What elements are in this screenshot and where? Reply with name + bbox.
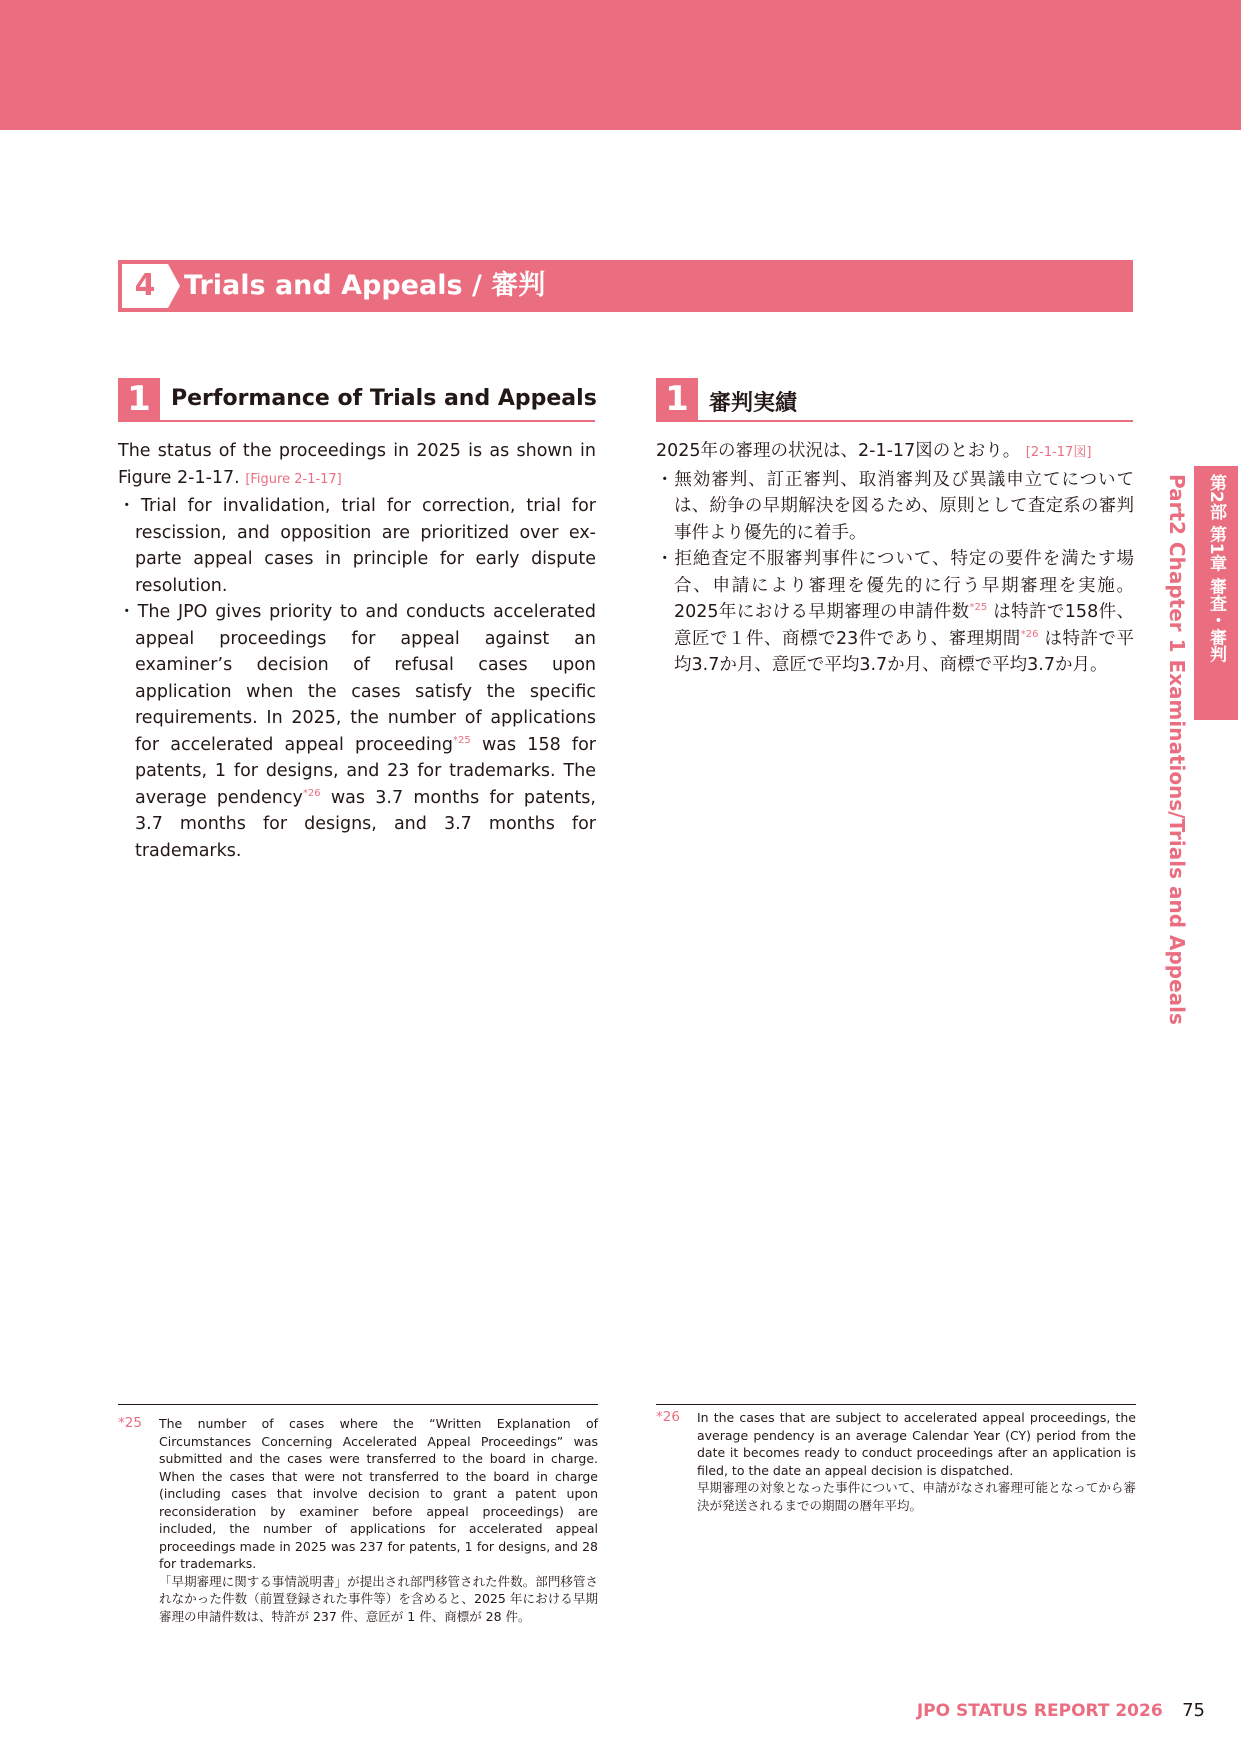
english-bullet-2 xyxy=(118,599,596,864)
english-intro-text: The status of the proceedings in 2025 is as shown in Figure 2-1-17. xyxy=(118,441,596,488)
footer-report-title: JPO STATUS REPORT 2026 xyxy=(916,1701,1163,1721)
japanese-footnote-ref-25: *25 xyxy=(969,602,988,614)
japanese-body xyxy=(656,438,1134,679)
footnote-25-mark: *25 xyxy=(118,1415,142,1431)
japanese-sub-number: 1 xyxy=(656,378,698,420)
top-color-band xyxy=(0,0,1241,130)
english-bullet-2-part-a: ・The JPO gives priority to and conducts accelerated appeal proceedings for appeal against an examiner’s decision of refusal cases upon application when the cases satisfy the specific requirements. In 2025, the number of applications for accelerated appeal proceeding xyxy=(118,602,596,755)
section-title: Trials and Appeals / 審判 xyxy=(184,270,546,301)
japanese-footnote-ref-26: *26 xyxy=(1020,628,1039,640)
english-subheading xyxy=(118,378,595,422)
english-footnote-ref-26: *26 xyxy=(302,787,321,799)
japanese-intro xyxy=(656,438,1134,467)
english-footnote-ref-25: *25 xyxy=(452,734,471,746)
section-header xyxy=(118,260,1133,312)
japanese-bullet-2-part-a: ・拒絶査定不服審判事件について、特定の要件を満たす場合、申請により審理を優先的に行う早期審理を実施。2025年における早期審理の申請件数 xyxy=(656,549,1134,622)
english-sub-number: 1 xyxy=(118,378,160,420)
english-body xyxy=(118,438,596,864)
english-bullet-2-part-b: was 158 for patents, 1 for designs, and 23 for trademarks. The average pendency xyxy=(135,734,596,808)
footnote-26-english: In the cases that are subject to accelerated appeal proceedings, the average pendency is an average Calendar Year (CY) period from the date it becomes ready to conduct proceedings after an application is filed, to the date an appeal decision is dispatched. xyxy=(697,1410,1136,1478)
english-sub-title: Performance of Trials and Appeals xyxy=(171,386,597,411)
japanese-intro-text: 2025年の審理の状況は、2-1-17図のとおり。 xyxy=(656,441,1021,461)
english-bullet-1: ・Trial for invalidation, trial for correction, trial for rescission, and opposition are prioritized over ex-parte appeal cases in principle for early dispute resolution. xyxy=(118,496,596,596)
page-footer xyxy=(917,1700,1205,1721)
side-chapter-english: Part2 Chapter 1 Examinations/Trials and Appeals xyxy=(1165,474,1189,1025)
footnote-25-english: The number of cases where the “Written Explanation of Circumstances Concerning Accelerated Appeal Proceedings” was submitted and the cases were transferred to the board in charge. When the cases that were not transferred to the board in charge (including cases that involve decision to grant a patent upon reconsideration by examiner before appeal proceedings) are included, the number of applications for accelerated appeal proceedings made in 2025 was 237 for patents, 1 for designs, and 28 for trademarks. xyxy=(159,1416,598,1571)
english-figure-ref: [Figure 2-1-17] xyxy=(245,471,342,487)
japanese-bullet-2 xyxy=(656,546,1134,679)
footnote-26 xyxy=(656,1404,1136,1514)
footnote-25 xyxy=(118,1404,598,1625)
japanese-sub-title: 審判実績 xyxy=(709,391,798,416)
english-bullet-2-part-c: was 3.7 months for patents, 3.7 months for designs, and 3.7 months for trademarks. xyxy=(135,787,596,861)
footnote-25-japanese: 「早期審理に関する事情説明書」が提出され部門移管された件数。部門移管されなかった件数（前置登録された事件等）を含めると、2025 年における早期審理の申請件数は、特許が 237 件、意匠が 1 件、商標が 28 件。 xyxy=(159,1573,598,1624)
english-intro xyxy=(118,438,596,493)
japanese-figure-ref: [2-1-17図] xyxy=(1025,445,1092,460)
japanese-bullet-2-part-b: は特許で158件、意匠で１件、商標で23件であり、審理期間 xyxy=(674,602,1134,649)
side-chapter-tab: 第2部 第1章 審査・審判 xyxy=(1194,466,1238,720)
japanese-subheading xyxy=(656,378,1133,422)
footnote-26-japanese: 早期審理の対象となった事件について、申請がなされ審理可能となってから審決が発送されるまでの期間の暦年平均。 xyxy=(697,1480,1136,1513)
section-number: 4 xyxy=(122,264,168,308)
section-arrow-icon xyxy=(168,264,180,308)
footnote-26-mark: *26 xyxy=(656,1409,680,1425)
japanese-bullet-1: ・無効審判、訂正審判、取消審判及び異議申立てについては、紛争の早期解決を図るため、原則として査定系の審判事件より優先的に着手。 xyxy=(656,469,1134,543)
footer-page-number: 75 xyxy=(1182,1700,1205,1721)
japanese-bullet-2-part-c: は特許で平均3.7か月、意匠で平均3.7か月、商標で平均3.7か月。 xyxy=(674,628,1134,675)
